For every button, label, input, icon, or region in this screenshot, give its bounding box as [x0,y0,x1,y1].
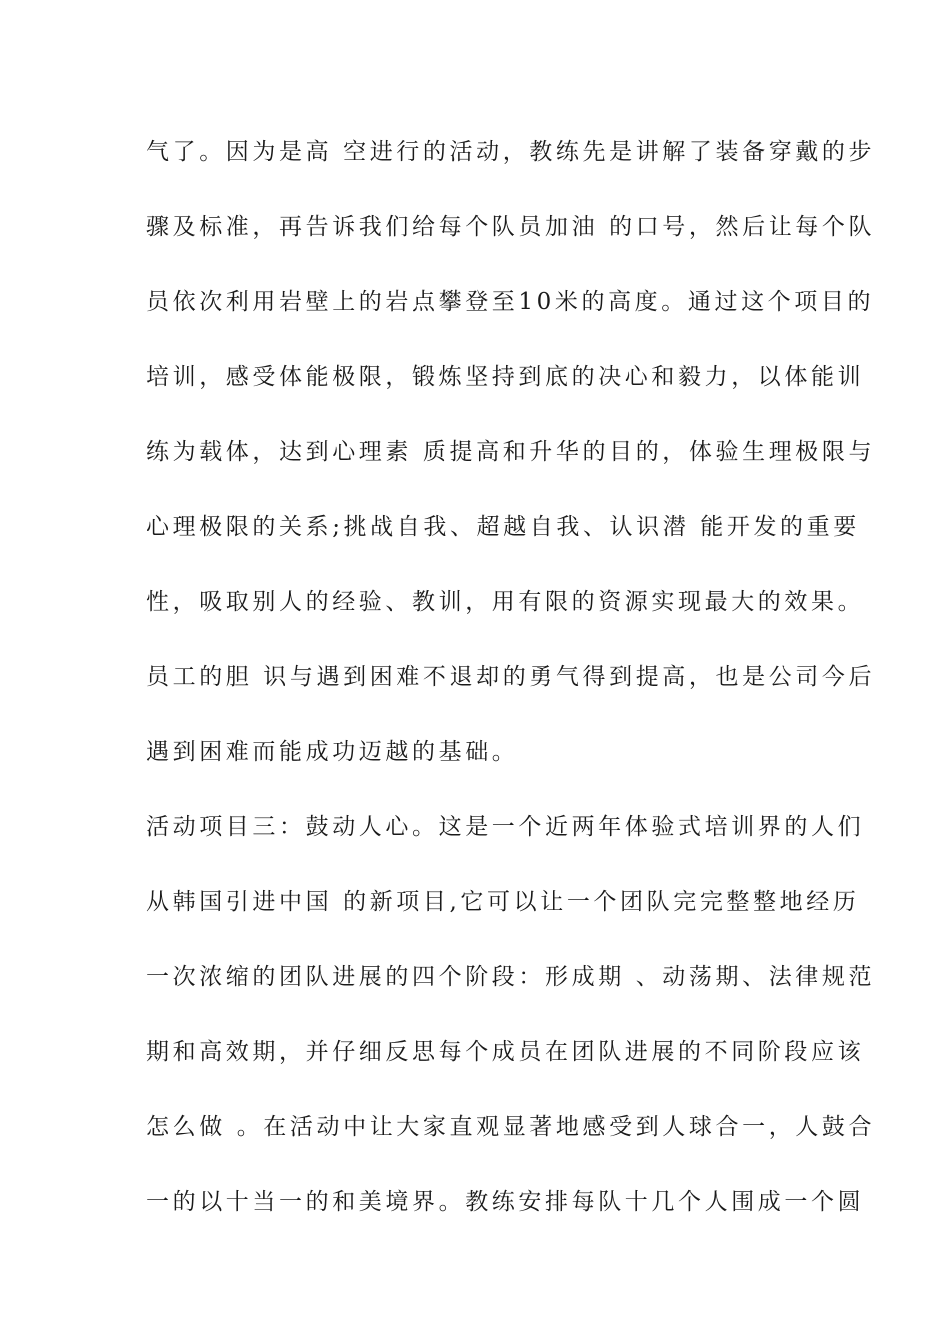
text-line-13: 期和高效期，并仔细反思每个成员在团队进展的不同阶段应该 [146,1039,865,1065]
text-line-7: 性，吸取别人的经验、教训，用有限的资源实现最大的效果。 [146,589,865,615]
text-line-1: 气了。因为是高 空进行的活动，教练先是讲解了装备穿戴的步 [146,139,876,165]
text-line-2: 骤及标准，再告诉我们给每个队员加油 的口号，然后让每个队 [146,214,876,240]
text-line-4: 培训，感受体能极限，锻炼坚持到底的决心和毅力，以体能训 [146,364,865,390]
text-line-6: 心理极限的关系;挑战自我、超越自我、认识潜 能开发的重要 [146,514,860,540]
text-line-8: 员工的胆 识与遇到困难不退却的勇气得到提高，也是公司今后 [146,664,876,690]
text-line-5: 练为载体，达到心理素 质提高和升华的目的，体验生理极限与 [146,439,876,465]
text-line-3: 员依次利用岩壁上的岩点攀登至10米的高度。通过这个项目的 [146,289,875,315]
text-line-15: 一的以十当一的和美境界。教练安排每队十几个人围成一个圆 [146,1189,865,1215]
text-line-14: 怎么做 。在活动中让大家直观显著地感受到人球合一，人鼓合 [146,1114,876,1140]
text-line-9: 遇到困难而能成功迈越的基础。 [146,739,519,765]
text-line-12: 一次浓缩的团队进展的四个阶段：形成期 、动荡期、法律规范 [146,964,876,990]
text-line-10: 活动项目三：鼓动人心。这是一个近两年体验式培训界的人们 [146,814,865,840]
text-line-11: 从韩国引进中国 的新项目,它可以让一个团队完完整整地经历 [146,889,860,915]
